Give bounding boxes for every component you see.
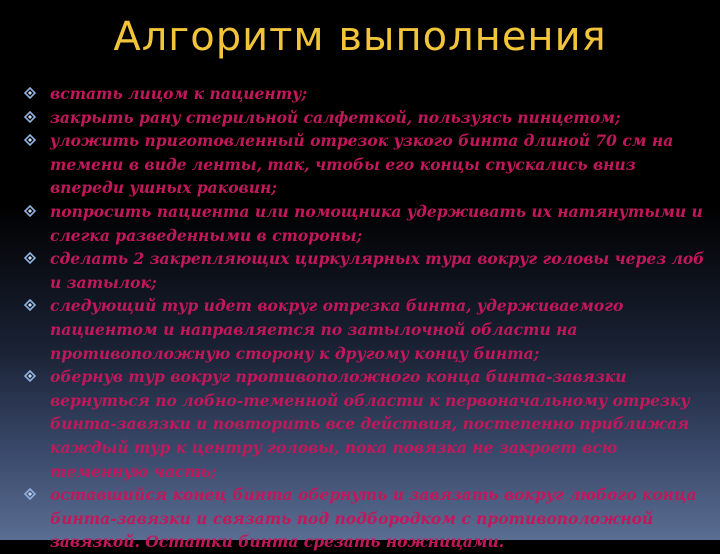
step-text: следующий тур идет вокруг отрезка бинта, удерживаемого пациентом и направляется по затылочной области на противоположную сторону к другому концу бинта; — [50, 296, 624, 363]
step-text: попросить пациента или помощника удерживать их натянутыми и слегка разведенными в стороны; — [50, 201, 703, 245]
step-text: оставшийся конец бинта обернуть и завязать вокруг любого конца бинта-завязки и связать под подбородком с противоположной завязкой. Остатки бинта срезать ножницами. — [50, 485, 697, 552]
step-text: закрыть рану стерильной салфеткой, пользуясь пинцетом; — [50, 107, 621, 127]
list-item — [24, 129, 708, 200]
diamond-bullet-icon — [24, 370, 36, 382]
step-text: обернув тур вокруг противоположного конца бинта-завязки вернуться по лобно-теменной области к первоначальному отрезку бинта-завязки и повторить все действия, постепенно приближая каждый тур к центру головы, пока повязка не закроет всю теменную часть; — [50, 367, 690, 481]
list-item — [24, 365, 708, 483]
step-text: встать лицом к пациенту; — [50, 84, 308, 103]
list-item — [24, 247, 708, 294]
list-item — [24, 294, 708, 365]
list-item — [24, 483, 708, 554]
list-item — [24, 106, 708, 130]
step-text: уложить приготовленный отрезок узкого бинта длиной 70 см на темени в виде ленты, так, чтобы его концы спускались вниз впереди ушных раковин; — [50, 131, 674, 198]
algorithm-steps-list — [24, 82, 708, 554]
diamond-bullet-icon — [24, 87, 36, 99]
slide-title: Алгоритм выполнения — [113, 14, 607, 60]
diamond-bullet-icon — [24, 134, 36, 146]
diamond-bullet-icon — [24, 299, 36, 311]
list-item — [24, 82, 708, 106]
diamond-bullet-icon — [24, 111, 36, 123]
list-item — [24, 200, 708, 247]
diamond-bullet-icon — [24, 205, 36, 217]
step-text: сделать 2 закрепляющих циркулярных тура вокруг головы через лоб и затылок; — [50, 249, 705, 292]
diamond-bullet-icon — [24, 488, 36, 500]
diamond-bullet-icon — [24, 252, 36, 264]
